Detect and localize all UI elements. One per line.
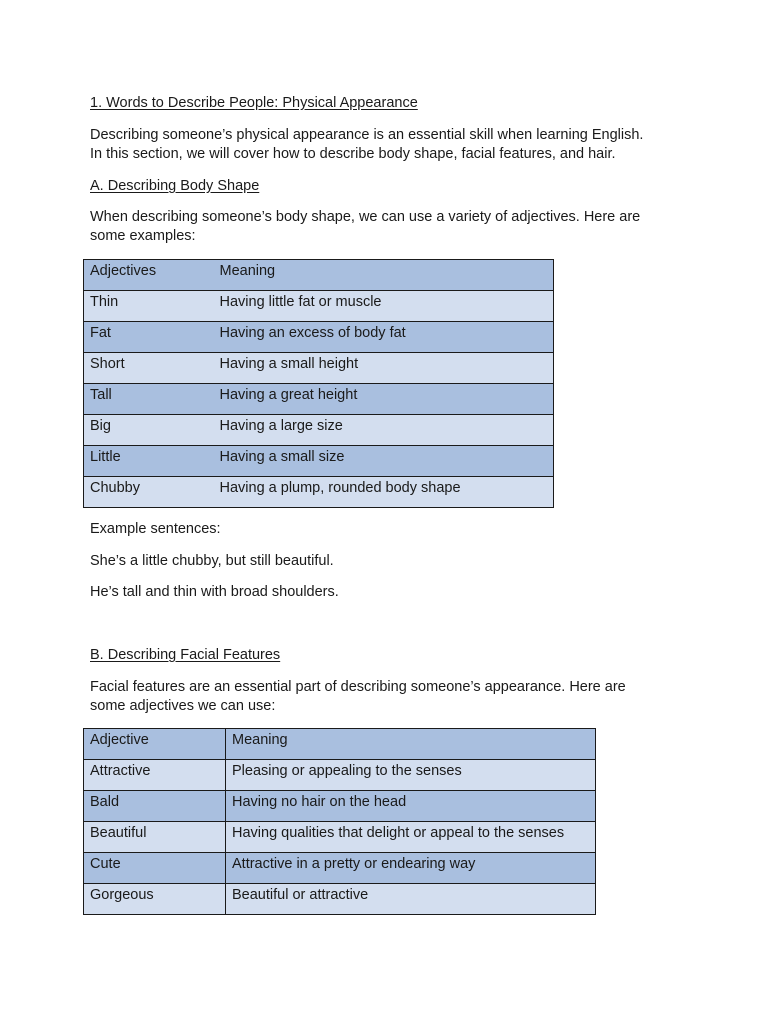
meaning-cell: Having a plump, rounded body shape <box>214 477 554 508</box>
table-row <box>84 353 554 384</box>
adjective-cell: Short <box>84 353 214 384</box>
section-1-intro-line-2: In this section, we will cover how to describe body shape, facial features, and hair. <box>90 146 616 162</box>
section-1-heading: 1. Words to Describe People: Physical Appearance <box>90 95 418 111</box>
meaning-cell: Having a small size <box>214 446 554 477</box>
section-b-heading: B. Describing Facial Features <box>90 647 281 663</box>
section-a-intro-line-2: some examples: <box>90 228 196 244</box>
table-header-cell: Adjective <box>84 729 226 760</box>
adjective-cell: Chubby <box>84 477 214 508</box>
table-header-row <box>84 729 596 760</box>
table-row <box>84 384 554 415</box>
adjective-cell: Cute <box>84 853 226 884</box>
meaning-cell: Having a great height <box>214 384 554 415</box>
adjective-cell: Fat <box>84 322 214 353</box>
meaning-cell: Having no hair on the head <box>226 791 596 822</box>
table-header-cell: Meaning <box>214 260 554 291</box>
table-row <box>84 822 596 853</box>
section-a-intro-line-1: When describing someone’s body shape, we can use a variety of adjectives. Here are <box>90 209 641 225</box>
facial-features-table <box>83 728 596 915</box>
adjective-cell: Beautiful <box>84 822 226 853</box>
table-row <box>84 415 554 446</box>
adjective-cell: Bald <box>84 791 226 822</box>
section-b-intro-line-1: Facial features are an essential part of describing someone’s appearance. Here are <box>90 679 626 695</box>
table-row <box>84 791 596 822</box>
table-row <box>84 760 596 791</box>
meaning-cell: Pleasing or appealing to the senses <box>226 760 596 791</box>
adjective-cell: Little <box>84 446 214 477</box>
adjective-cell: Gorgeous <box>84 884 226 915</box>
meaning-cell: Having little fat or muscle <box>214 291 554 322</box>
section-1-intro-line-1: Describing someone’s physical appearance is an essential skill when learning English. <box>90 127 644 143</box>
example-sentence-1: She’s a little chubby, but still beautiful. <box>90 553 334 569</box>
table-header-cell: Meaning <box>226 729 596 760</box>
meaning-cell: Having an excess of body fat <box>214 322 554 353</box>
section-a-heading: A. Describing Body Shape <box>90 178 260 194</box>
adjective-cell: Big <box>84 415 214 446</box>
table-row <box>84 477 554 508</box>
table-header-cell: Adjectives <box>84 260 214 291</box>
table-row <box>84 446 554 477</box>
table-row <box>84 853 596 884</box>
meaning-cell: Having qualities that delight or appeal to the senses <box>226 822 596 853</box>
adjective-cell: Thin <box>84 291 214 322</box>
table-row <box>84 884 596 915</box>
meaning-cell: Attractive in a pretty or endearing way <box>226 853 596 884</box>
example-sentence-2: He’s tall and thin with broad shoulders. <box>90 584 339 600</box>
adjective-cell: Tall <box>84 384 214 415</box>
table-row <box>84 291 554 322</box>
meaning-cell: Having a small height <box>214 353 554 384</box>
body-shape-table <box>83 259 554 508</box>
table-header-row <box>84 260 554 291</box>
meaning-cell: Having a large size <box>214 415 554 446</box>
adjective-cell: Attractive <box>84 760 226 791</box>
meaning-cell: Beautiful or attractive <box>226 884 596 915</box>
table-row <box>84 322 554 353</box>
examples-label: Example sentences: <box>90 521 221 537</box>
section-b-intro-line-2: some adjectives we can use: <box>90 698 276 714</box>
